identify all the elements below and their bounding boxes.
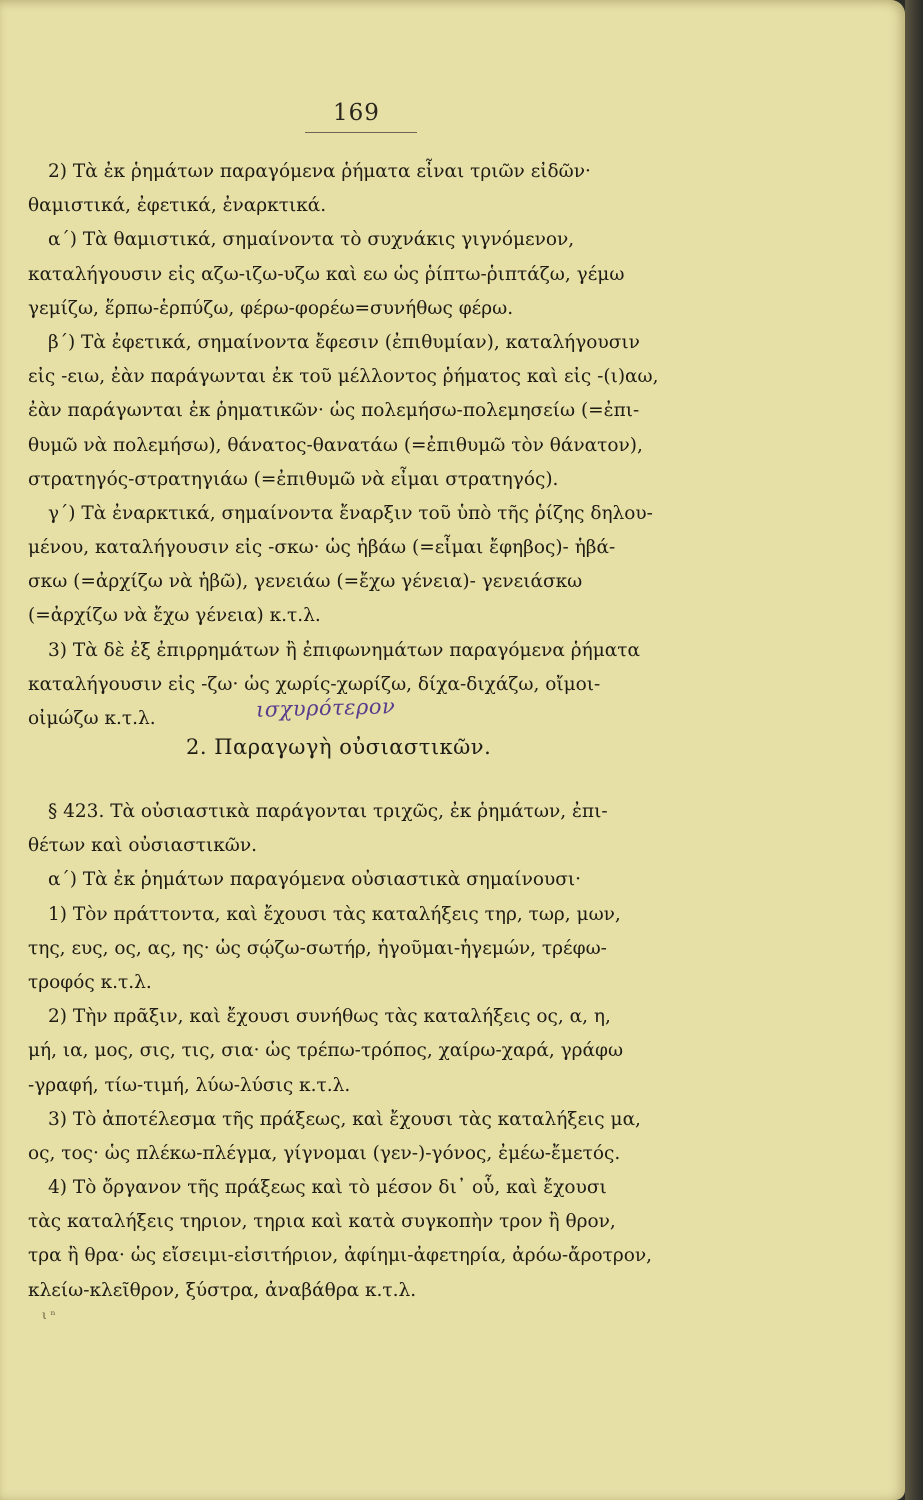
text-line: εἰς -ειω, ἐὰν παράγωνται ἐκ τοῦ μέλλοντος ῥήματος καὶ εἰς -(ι)αω,: [28, 366, 659, 388]
verbs-section: [28, 155, 700, 736]
text-line: μή, ια, μος, σις, τις, σια· ὡς τρέπω-τρόπος, χαίρω-χαρά, γράφω: [28, 1040, 624, 1062]
smudge-mark: ι ⁿ: [42, 1308, 56, 1322]
nouns-section: [28, 795, 700, 1308]
text-line: 3) Τὰ δὲ ἐξ ἐπιρρημάτων ἢ ἐπιφωνημάτων παραγόμενα ῥήματα: [48, 639, 640, 661]
section-heading: 2. Παραγωγὴ οὐσιαστικῶν.: [186, 735, 492, 759]
text-line: α΄) Τὰ θαμιστικά, σημαίνοντα τὸ συχνάκις γιγνόμενον,: [48, 229, 575, 251]
handwritten-note: ισχυρότερον: [255, 694, 396, 722]
text-line: τροφός κ.τ.λ.: [28, 971, 152, 993]
text-line: 2) Τὰ ἐκ ῥημάτων παραγόμενα ῥήματα εἶναι τριῶν εἰδῶν·: [48, 161, 591, 182]
text-line: γεμίζω, ἕρπω-ἑρπύζω, φέρω-φορέω=συνήθως φέρω.: [28, 297, 514, 319]
text-line: β΄) Τὰ ἐφετικά, σημαίνοντα ἔφεσιν (ἐπιθυμίαν), καταλήγουσιν: [48, 331, 640, 353]
page-number: 169: [333, 100, 380, 126]
text-line: α΄) Τὰ ἐκ ῥημάτων παραγόμενα οὐσιαστικὰ σημαίνουσι·: [48, 869, 581, 891]
text-line: σκω (=ἀρχίζω νὰ ἡβῶ), γενειάω (=ἔχω γένεια)- γενειάσκω: [28, 571, 583, 593]
text-line: ἐὰν παράγωνται ἐκ ῥηματικῶν· ὡς πολεμήσω-πολεμησείω (=ἐπι-: [28, 400, 640, 422]
text-line: τρα ἢ θρα· ὡς εἴσειμι-εἰσιτήριον, ἀφίημι-ἀφετηρία, ἀρόω-ἄροτρον,: [28, 1245, 652, 1267]
text-line: 2) Τὴν πρᾶξιν, καὶ ἔχουσι συνήθως τὰς καταλήξεις ος, α, η,: [48, 1006, 611, 1028]
text-line: 4) Τὸ ὄργανον τῆς πράξεως καὶ τὸ μέσον δι᾽ οὗ, καὶ ἔχουσι: [48, 1177, 607, 1199]
text-line: στρατηγός-στρατηγιάω (=ἐπιθυμῶ νὰ εἶμαι στρατηγός).: [28, 468, 559, 490]
text-line: 3) Τὸ ἀποτέλεσμα τῆς πράξεως, καὶ ἔχουσι τὰς καταλήξεις μα,: [48, 1108, 641, 1130]
page-edge-shadow: [905, 0, 923, 1500]
text-line: θυμῶ νὰ πολεμήσω), θάνατος-θανατάω (=ἐπιθυμῶ τὸν θάνατον),: [28, 434, 643, 456]
text-line: τὰς καταλήξεις τηριον, τηρια καὶ κατὰ συγκοπὴν τρον ἢ θρον,: [28, 1211, 616, 1233]
text-line: θαμιστικά, ἐφετικά, ἐναρκτικά.: [28, 195, 327, 217]
text-line: 1) Τὸν πράττοντα, καὶ ἔχουσι τὰς καταλήξεις τηρ, τωρ, μων,: [48, 903, 621, 925]
text-line: μένου, καταλήγουσιν εἰς -σκω· ὡς ἡβάω (=εἶμαι ἔφηβος)- ἡβά-: [28, 537, 616, 559]
text-line: καταλήγουσιν εἰς -ζω· ὡς χωρίς-χωρίζω, δίχα-διχάζω, οἴμοι-: [28, 673, 601, 695]
header-rule: [305, 132, 417, 133]
text-line: καταλήγουσιν εἰς αζω-ιζω-υζω καὶ εω ὡς ῥίπτω-ῥιπτάζω, γέμω: [28, 263, 625, 285]
text-line: οἰμώζω κ.τ.λ.: [28, 708, 156, 729]
text-line: § 423. Τὰ οὐσιαστικὰ παράγονται τριχῶς, ἐκ ῥημάτων, ἐπι-: [48, 801, 608, 822]
text-line: γ΄) Τὰ ἐναρκτικά, σημαίνοντα ἔναρξιν τοῦ ὑπὸ τῆς ῥίζης δηλου-: [48, 502, 653, 524]
text-line: (=ἀρχίζω νὰ ἔχω γένεια) κ.τ.λ.: [28, 605, 321, 627]
text-line: της, ευς, ος, ας, ης· ὡς σῴζω-σωτήρ, ἡγοῦμαι-ἡγεμών, τρέφω-: [28, 937, 607, 959]
text-line: θέτων καὶ οὐσιαστικῶν.: [28, 835, 258, 857]
text-line: -γραφή, τίω-τιμή, λύω-λύσις κ.τ.λ.: [28, 1074, 351, 1096]
text-line: κλείω-κλεῖθρον, ξύστρα, ἀναβάθρα κ.τ.λ.: [28, 1279, 417, 1301]
text-line: ος, τος· ὡς πλέκω-πλέγμα, γίγνομαι (γεν-)-γόνος, ἐμέω-ἔμετός.: [28, 1142, 621, 1164]
